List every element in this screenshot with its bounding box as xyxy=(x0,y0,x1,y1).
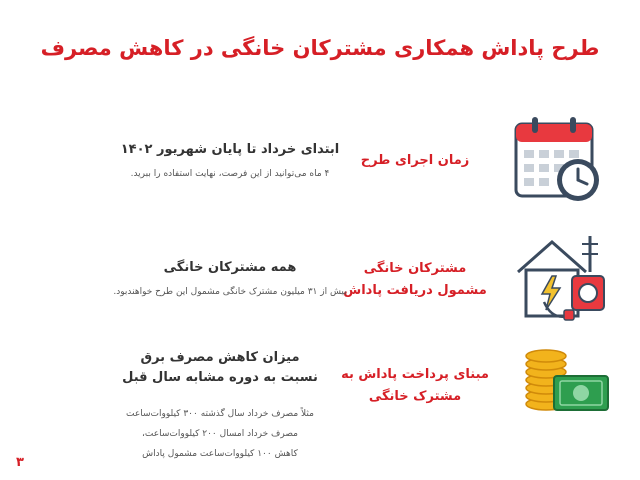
detail-payment-basis xyxy=(90,404,350,464)
label-line: مشترکان خانگی xyxy=(363,261,467,276)
house-electric-plug-icon xyxy=(512,232,608,324)
label-payment-basis xyxy=(330,364,500,408)
label-line: مشترک خانگی xyxy=(368,389,462,404)
detail-line: کاهش ۱۰۰ کیلووات‌ساعت مشمول پاداش xyxy=(142,449,298,459)
detail-implementation-period xyxy=(90,164,370,184)
value-line: میزان کاهش مصرف برق xyxy=(140,350,300,365)
value-line: همه مشترکان خانگی xyxy=(163,260,297,275)
value-eligible-subscribers xyxy=(120,258,340,278)
label-line: مشمول دریافت پاداش xyxy=(343,283,487,298)
detail-line: بیش از ۳۱ میلیون مشترک خانگی مشمول این طرح خواهندبود. xyxy=(113,287,347,297)
page-number: ۳ xyxy=(16,455,24,470)
value-payment-basis xyxy=(90,348,350,388)
coins-cash-icon xyxy=(520,344,612,414)
detail-eligible-subscribers xyxy=(80,282,380,302)
value-line: ابتدای خرداد تا پایان شهریور ۱۴۰۲ xyxy=(120,142,340,157)
calendar-clock-icon xyxy=(512,114,604,206)
label-line: زمان اجرای طرح xyxy=(360,153,470,168)
detail-line: ۴ ماه می‌توانید از این فرصت، نهایت استفاده را ببرید. xyxy=(130,169,330,179)
detail-line: مصرف خرداد امسال ۲۰۰ کیلووات‌ساعت، xyxy=(142,429,298,439)
detail-line: مثلاً مصرف خرداد سال گذشته ۳۰۰ کیلووات‌ساعت xyxy=(126,409,314,419)
value-implementation-period xyxy=(120,140,340,160)
value-line: نسبت به دوره مشابه سال قبل xyxy=(122,370,318,385)
label-line: مبنای پرداخت پاداش به xyxy=(341,367,489,382)
page-title: طرح پاداش همکاری مشترکان خانگی در کاهش مصرف xyxy=(40,36,600,60)
